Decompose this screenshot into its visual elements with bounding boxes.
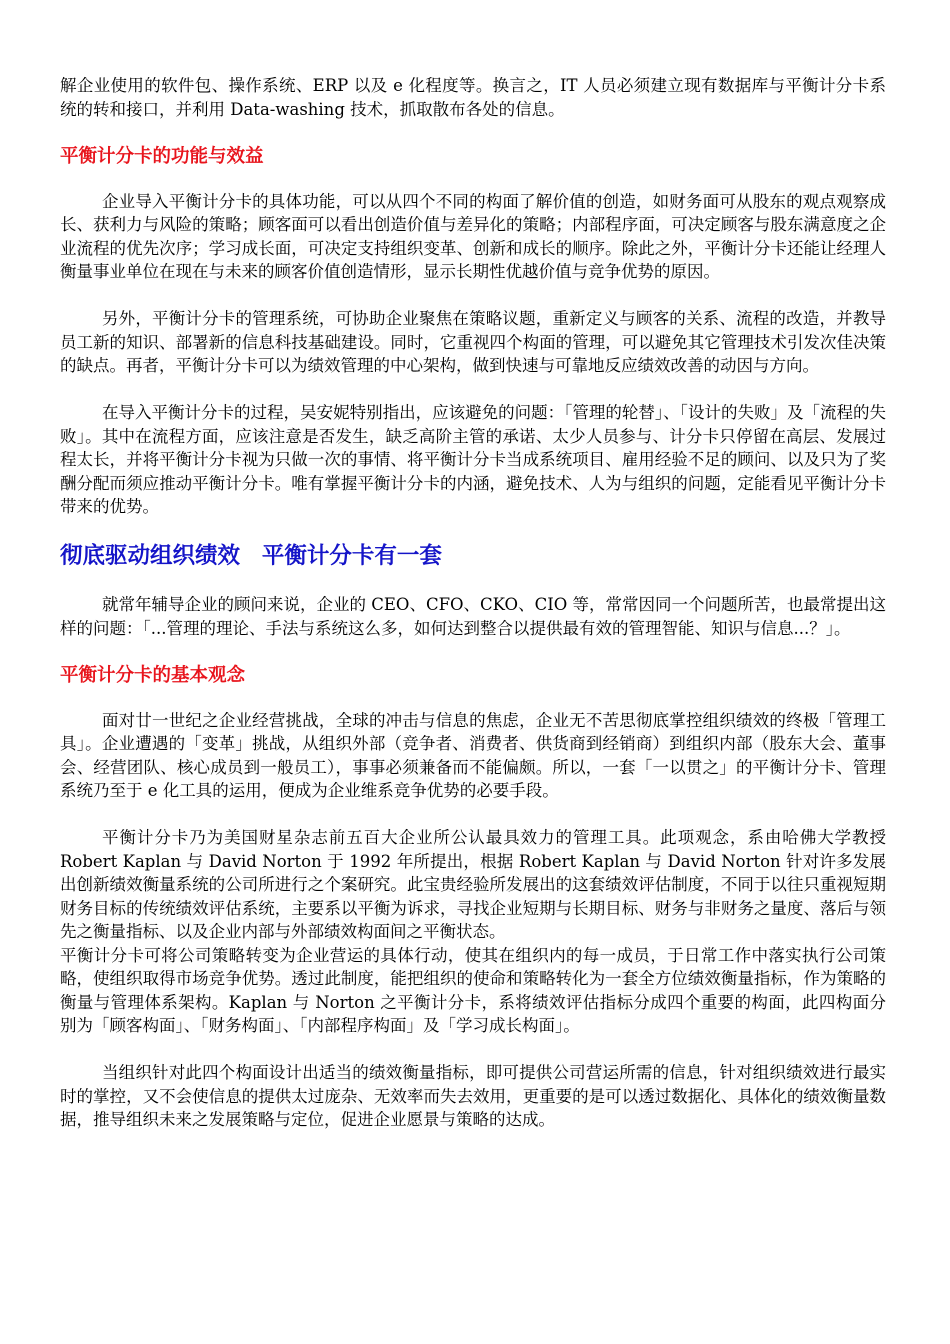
paragraph-challenges: 面对廿一世纪之企业经营挑战，全球的冲击与信息的焦虑，企业无不苦思彻底掌控组织绩效的终极「管理工具」。企业遭遇的「变革」挑战，从组织外部（竞争者、消费者、供货商到经销商）到组织内部（股东大会、董事会、经营团队、核心成员到一般员工），事事必须兼备而不能偏颇。所以，一套「一以贯之」的平衡计分卡、管理系统乃至于 e 化工具的运用，便成为企业维系竞争优势的必要手段。 [60, 710, 886, 800]
paragraph-consultant-question: 就常年辅导企业的顾问来说，企业的 CEO、CFO、CKO、CIO 等，常常因同一个问题所苦，也最常提出这样的问题：「...管理的理论、手法与系统这么多，如何达到整合以提供最有效的管理智能、知识与信息...？」。 [60, 595, 886, 638]
section-heading-drive-performance [60, 542, 886, 570]
document-page [60, 74, 886, 1132]
heading-part-2: 平衡计分卡有一套 [261, 543, 442, 569]
section-heading-basic-concepts: 平衡计分卡的基本观念 [60, 664, 246, 686]
heading-part-1: 彻底驱动组织绩效 [60, 543, 241, 569]
paragraph-four-perspectives: 当组织针对此四个构面设计出适当的绩效衡量指标，即可提供公司营运所需的信息，针对组织绩效进行最实时的掌控，又不会使信息的提供太过庞杂、无效率而失去效用，更重要的是可以透过数据化、具体化的绩效衡量数据，推导组织未来之发展策略与定位，促进企业愿景与策略的达成。 [60, 1063, 886, 1129]
paragraph-functions: 企业导入平衡计分卡的具体功能，可以从四个不同的构面了解价值的创造，如财务面可从股东的观点观察成长、获利力与风险的策略；顾客面可以看出创造价值与差异化的策略；内部程序面，可决定顾客与股东满意度之企业流程的优先次序；学习成长面，可决定支持组织变革、创新和成长的顺序。除此之外，平衡计分卡还能让经理人衡量事业单位在现在与未来的顾客价值创造情形，显示长期性优越价值与竞争优势的原因。 [60, 191, 886, 281]
paragraph-origin: 平衡计分卡乃为美国财星杂志前五百大企业所公认最具效力的管理工具。此项观念，系由哈佛大学教授 Robert Kaplan 与 David Norton 于 1992 年所提出，根据 Robert Kaplan 与 David Norton 针对许多发展出创新绩效衡量系统的公司所进行之个案研究。此宝贵经验所发展出的这套绩效评估制度，不同于以往只重视短期财务目标的传统绩效评估系统，主要系以平衡为诉求，寻找企业短期与长期目标、财务与非财务之量度、落后与领先之衡量指标、以及企业内部与外部绩效构面间之平衡状态。 [60, 828, 886, 941]
section-heading-functions-benefits: 平衡计分卡的功能与效益 [60, 145, 264, 167]
paragraph-strategy-translation: 平衡计分卡可将公司策略转变为企业营运的具体行动，使其在组织内的每一成员，于日常工作中落实执行公司策略，使组织取得市场竞争优势。透过此制度，能把组织的使命和策略转化为一套全方位绩效衡量指标，作为策略的衡量与管理体系架构。Kaplan 与 Norton 之平衡计分卡，系将绩效评估指标分成四个重要的构面，此四构面分别为「顾客构面」、「财务构面」、「内部程序构面」及「学习成长构面」。 [60, 945, 886, 1035]
paragraph-implementation-issues: 在导入平衡计分卡的过程，吴安妮特别指出，应该避免的问题：「管理的轮替」、「设计的失败」及「流程的失败」。其中在流程方面，应该注意是否发生，缺乏高阶主管的承诺、太少人员参与、计分卡只停留在高层、发展过程太长，并将平衡计分卡视为只做一次的事情、将平衡计分卡当成系统项目、雇用经验不足的顾问、以及只为了奖酬分配而须应推动平衡计分卡。唯有掌握平衡计分卡的内涵，避免技术、人为与组织的问题，定能看见平衡计分卡带来的优势。 [60, 403, 886, 516]
intro-paragraph: 解企业使用的软件包、操作系统、ERP 以及 e 化程度等。换言之，IT 人员必须建立现有数据库与平衡计分卡系统的转和接口，并利用 Data-washing 技术，抓取散布各处的信息。 [60, 76, 886, 119]
paragraph-management-system: 另外，平衡计分卡的管理系统，可协助企业聚焦在策略议题，重新定义与顾客的关系、流程的改造，并教导员工新的知识、部署新的信息科技基础建设。同时，它重视四个构面的管理，可以避免其它管理技术引发次佳决策的缺点。再者，平衡计分卡可以为绩效管理的中心架构，做到快速与可靠地反应绩效改善的动因与方向。 [60, 309, 886, 375]
